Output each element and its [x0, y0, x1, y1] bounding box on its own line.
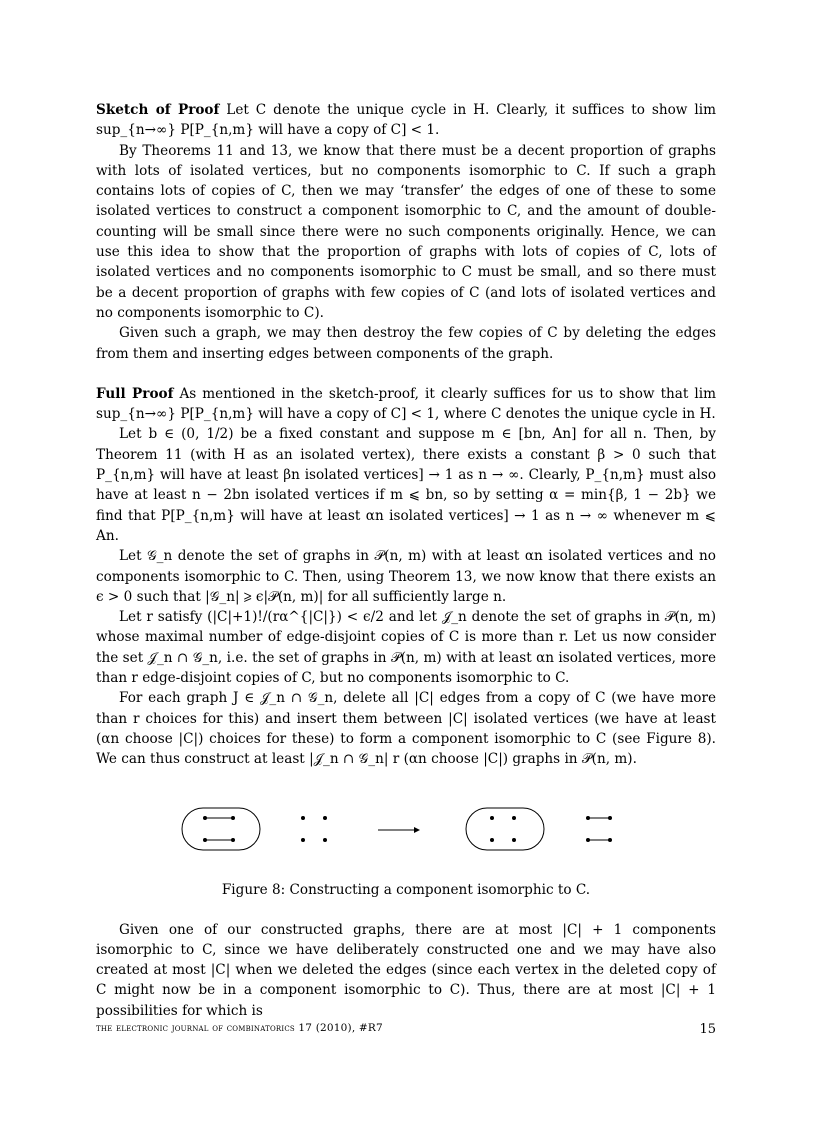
- journal-footer: the electronic journal of combinatorics 17 (2010), #R7: [96, 1022, 383, 1034]
- full-heading: Full Proof: [96, 385, 174, 402]
- full-text-1: As mentioned in the sketch-proof, it clearly suffices for us to show that lim sup_{n→∞} P[P_{n,m} will have a copy of C] < 1, where C denotes the unique cycle in H.: [96, 385, 716, 423]
- isolated-vertex: [301, 838, 305, 842]
- full-paragraph-2: Let b ∈ (0, 1/2) be a fixed constant and suppose m ∈ [bn, An] for all n. Then, by Theorem 11 (with H as an isolated vertex), there exists a constant β > 0 such that P_{n,m} will have at least βn isolated vertices] → 1 as n → ∞. Clearly, P_{n,m} must also have at least n − 2bn isolated vertices if m ⩽ bn, so by setting α = min{β, 1 − 2b} we find that P[P_{n,m} will have at least αn isolated vertices] → 1 as n → ∞ whenever m ⩽ An.: [96, 426, 716, 544]
- figure-caption: Figure 8: Constructing a component isomorphic to C.: [221, 881, 591, 898]
- full-paragraph-3: Let 𝒢_n denote the set of graphs in 𝒫(n, m) with at least αn isolated vertices and no components isomorphic to C. Then, using Theorem 13, we now know that there exists an ϵ > 0 such that |𝒢_n| ⩾ ϵ|𝒫(n, m)| for all sufficiently large n.: [96, 548, 716, 605]
- sketch-paragraph-1: [96, 100, 716, 141]
- after-paragraph-1: Given one of our constructed graphs, there are at most |C| + 1 components isomorphic to C, since we have deliberately constructed one and we may have also created at most |C| when we deleted the edges (since each vertex in the deleted copy of C might now be in a component isomorphic to C). Thus, there are at most |C| + 1 possibilities for which is: [96, 921, 716, 1019]
- isolated-vertex: [323, 838, 327, 842]
- sketch-heading: Sketch of Proof: [96, 102, 220, 118]
- full-paragraph-5: For each graph J ∈ 𝒥_n ∩ 𝒢_n, delete all |C| edges from a copy of C (we have more than r choices for this) and insert them between |C| isolated vertices (we have at least (αn choose |C|) choices for these) to form a component isomorphic to C (see Figure 8). We can thus construct at least |𝒥_n ∩ 𝒢_n| r (αn choose |C|) graphs in 𝒫(n, m).: [96, 690, 716, 768]
- right-component-outline: [466, 808, 544, 850]
- isolated-vertex: [323, 816, 327, 820]
- left-component-outline: [182, 808, 260, 850]
- page-number: 15: [699, 1022, 716, 1037]
- figure-8: [96, 780, 716, 876]
- full-paragraph-4: Let r satisfy (|C|+1)!/(rα^{|C|}) < ϵ/2 and let 𝒥_n denote the set of graphs in 𝒫(n, m) whose maximal number of edge-disjoint copies of C is more than r. Let us now consider the set 𝒥_n ∩ 𝒢_n, i.e. the set of graphs in 𝒫(n, m) with at least αn isolated vertices, more than r edge-disjoint copies of C, but no components isomorphic to C.: [96, 609, 716, 687]
- figure-8-diagram: [96, 780, 716, 876]
- full-paragraph-1: [96, 384, 716, 425]
- isolated-vertex: [301, 816, 305, 820]
- sketch-text-1: Let C denote the unique cycle in H. Clearly, it suffices to show lim sup_{n→∞} P[P_{n,m} will have a copy of C] < 1.: [96, 102, 716, 139]
- sketch-paragraph-2: By Theorems 11 and 13, we know that there must be a decent proportion of graphs with lots of isolated vertices, but no components isomorphic to C. If such a graph contains lots of copies of C, then we may ‘transfer’ the edges of one of these to some isolated vertices to construct a component isomorphic to C, and the amount of double-counting will be small since there were no such components originally. Hence, we can use this idea to show that the proportion of graphs with lots of copies of C, lots of isolated vertices and no components isomorphic to C must be small, and so there must be a decent proportion of graphs with few copies of C (and lots of isolated vertices and no components isomorphic to C).: [96, 142, 716, 321]
- sketch-paragraph-3: Given such a graph, we may then destroy the few copies of C by deleting the edges from them and inserting edges between components of the graph.: [96, 325, 716, 362]
- page-footer: [96, 1022, 716, 1037]
- page-body: [96, 100, 716, 1021]
